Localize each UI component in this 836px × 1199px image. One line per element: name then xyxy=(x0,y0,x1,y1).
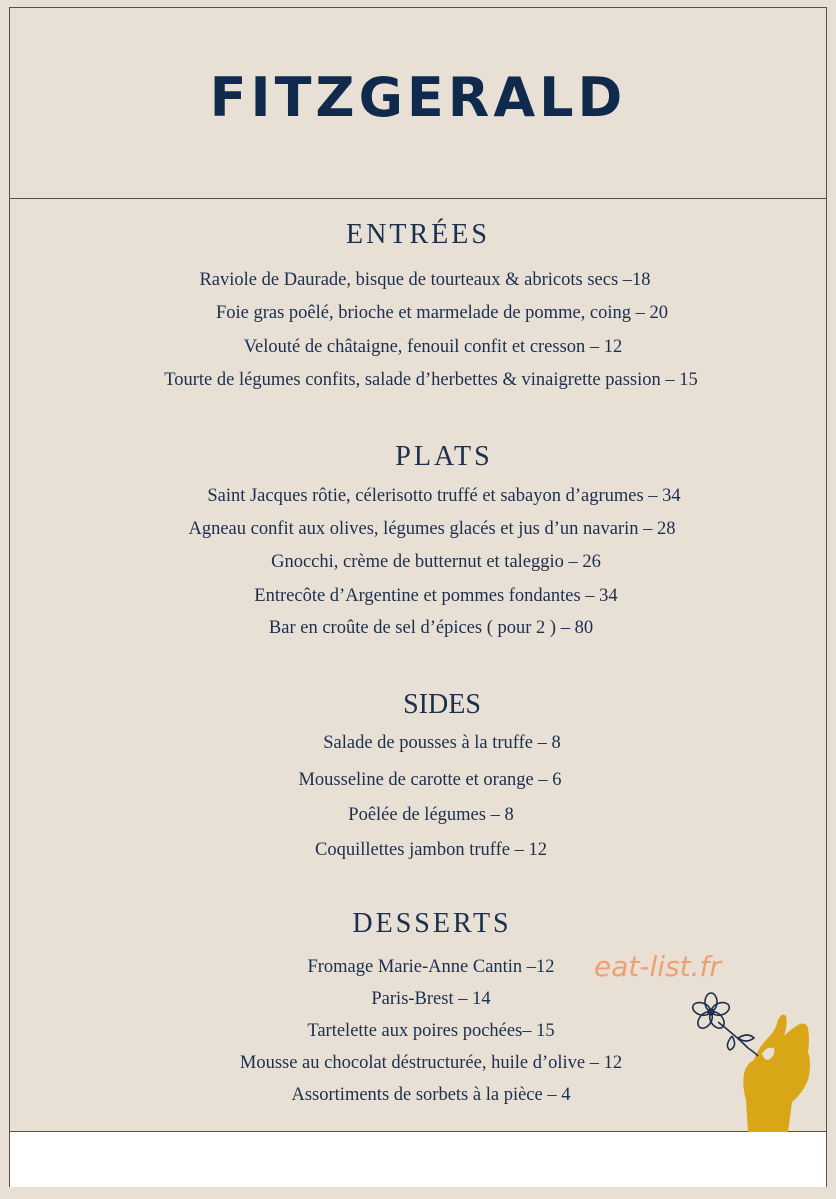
section-title-plats: PLATS xyxy=(395,441,493,472)
menu-item: Raviole de Daurade, bisque de tourteaux & abricots secs –18 xyxy=(199,270,651,290)
menu-item: Bar en croûte de sel d’épices ( pour 2 ) – 80 xyxy=(268,618,594,638)
menu-item: Fromage Marie-Anne Cantin –12 xyxy=(307,957,555,977)
menu-item: Mousseline de carotte et orange – 6 xyxy=(298,770,562,790)
menu-item: Assortiments de sorbets à la pièce – 4 xyxy=(291,1085,571,1105)
menu-item: Foie gras poêlé, brioche et marmelade de pomme, coing – 20 xyxy=(215,303,669,323)
hand-holding-flower-icon xyxy=(688,990,818,1132)
menu-item: Mousse au chocolat déstructurée, huile d’olive – 12 xyxy=(239,1053,623,1073)
menu-item: Entrecôte d’Argentine et pommes fondantes – 34 xyxy=(254,586,618,606)
footer-band xyxy=(10,1131,826,1187)
menu-item: Saint Jacques rôtie, célerisotto truffé et sabayon d’agrumes – 34 xyxy=(207,486,681,506)
menu-item: Poêlée de légumes – 8 xyxy=(348,805,514,825)
menu-item: Tartelette aux poires pochées– 15 xyxy=(307,1021,555,1041)
menu-item: Paris-Brest – 14 xyxy=(371,989,491,1009)
menu-item: Coquillettes jambon truffe – 12 xyxy=(315,840,547,860)
watermark: eat-list.fr xyxy=(594,950,721,983)
section-title-desserts: DESSERTS xyxy=(352,908,512,939)
menu-item: Agneau confit aux olives, légumes glacés et jus d’un navarin – 28 xyxy=(188,519,676,539)
restaurant-name: FITZGERALD xyxy=(209,66,627,129)
section-title-sides: SIDES xyxy=(403,689,481,720)
menu-item: Tourte de légumes confits, salade d’herbettes & vinaigrette passion – 15 xyxy=(164,370,698,390)
menu-item: Velouté de châtaigne, fenouil confit et cresson – 12 xyxy=(243,337,623,357)
menu-item: Gnocchi, crème de butternut et taleggio – 26 xyxy=(271,552,601,572)
menu-header xyxy=(9,7,827,199)
section-title-entrees: ENTRÉES xyxy=(346,219,490,250)
menu-item: Salade de pousses à la truffe – 8 xyxy=(323,733,561,753)
